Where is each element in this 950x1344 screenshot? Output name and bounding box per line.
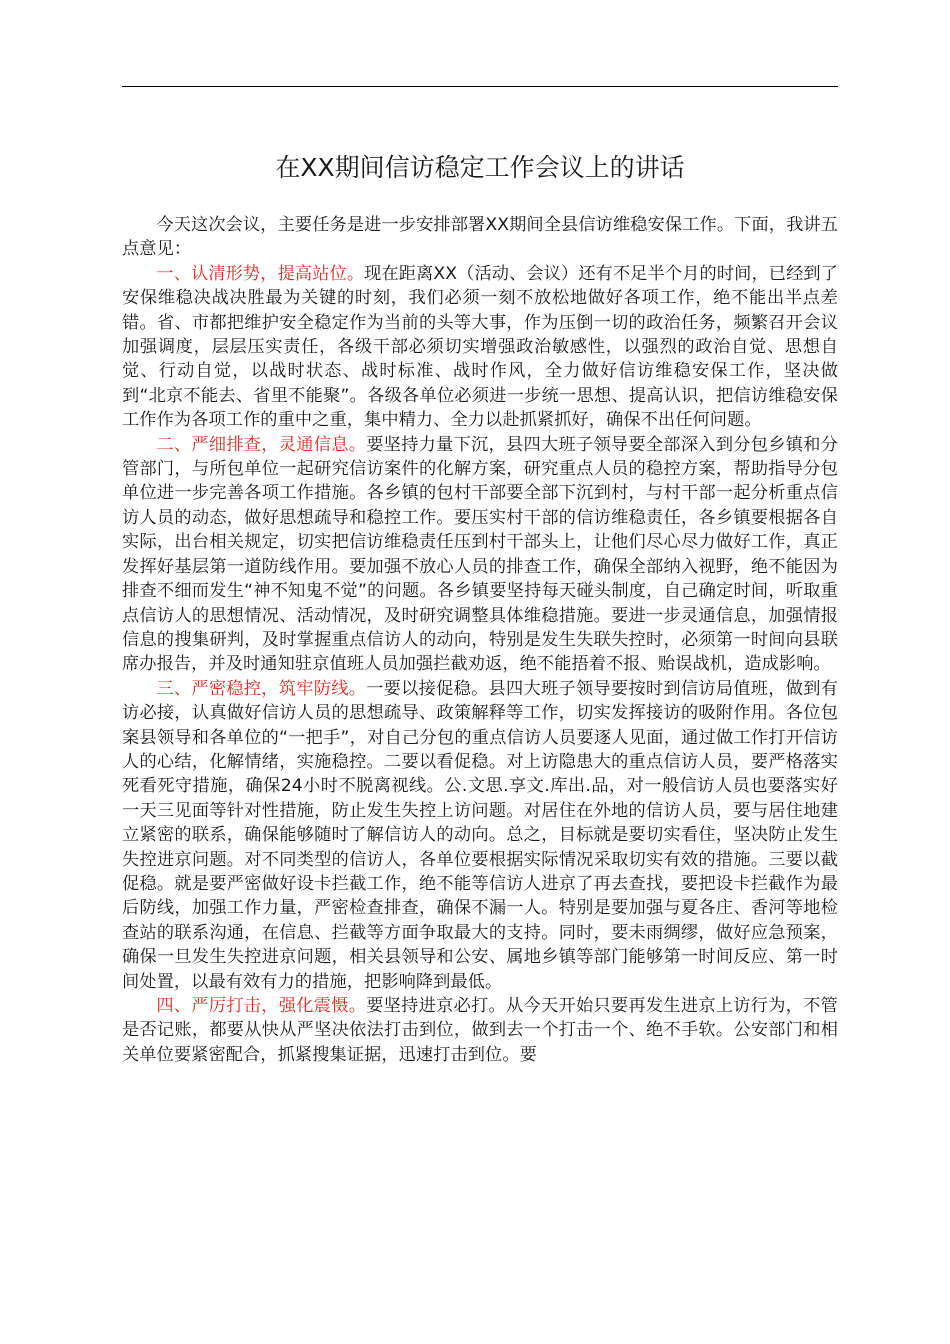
section-body: 一要以接促稳。县四大班子领导要按时到信访局值班，做到有访必接，认真做好信访人员的思想疏导、政策解释等工作，切实发挥接访的吸附作用。各位包案县领导和各单位的“一把手”，对自己分包的重点信访人员要逐人见面，通过做工作打开信访人的心结，化解情绪，实施稳控。二要以看促稳。对上访隐患大的重点信访人员，要严格落实死看死守措施，确保24小时不脱离视线。公.文思.享文.库出.品，对一般信访人员也要落实好一天三见面等针对性措施，防止发生失控上访问题。对居住在外地的信访人员，要与居住地建立紧密的联系，确保能够随时了解信访人的动向。总之，目标就是要切实看住，坚决防止发生失控进京问题。对不同类型的信访人，各单位要根据实际情况采取切实有效的措施。三要以截促稳。就是要严密做好设卡拦截工作，绝不能等信访人进京了再去查找，要把设卡拦截作为最后防线，加强工作力量，严密检查排查，确保不漏一人。特别是要加强与夏各庄、香河等地检查站的联系沟通，在信息、拦截等方面争取最大的支持。同时，要未雨绸缪，做好应急预案，确保一旦发生失控进京问题，相关县领导和公安、属地乡镇等部门能够第一时间反应、第一时间处置，以最有效有力的措施，把影响降到最低。 — [122, 678, 839, 992]
header-rule — [122, 86, 838, 87]
section-body: 要坚持力量下沉，县四大班子领导要全部深入到分包乡镇和分管部门，与所包单位一起研究信访案件的化解方案，研究重点人员的稳控方案，帮助指导分包单位进一步完善各项工作措施。各乡镇的包村干部要全部下沉到村，与村干部一起分析重点信访人员的动态，做好思想疏导和稳控工作。要压实村干部的信访维稳责任，各乡镇要根据各自实际，出台相关规定，切实把信访维稳责任压到村干部头上，让他们尽心尽力做好工作，真正发挥好基层第一道防线作用。要加强不放心人员的排查工作，确保全部纳入视野，绝不能因为排查不细而发生“神不知鬼不觉”的问题。各乡镇要坚持每天碰头制度，自己确定时间，听取重点信访人的思想情况、活动情况，及时研究调整具体维稳措施。要进一步灵通信息，加强情报信息的搜集研判，及时掌握重点信访人的动向，特别是发生失联失控时，必须第一时间向县联席办报告，并及时通知驻京值班人员加强拦截劝返，绝不能捂着不报、贻误战机，造成影响。 — [122, 434, 839, 675]
section-heading: 二、严细排查，灵通信息。 — [156, 434, 367, 455]
section-paragraph — [122, 433, 838, 677]
section-paragraph — [122, 262, 838, 433]
section-paragraph — [122, 994, 838, 1067]
document-body — [122, 213, 838, 1067]
section-body: 现在距离XX（活动、会议）还有不足半个月的时间，已经到了安保维稳决战决胜最为关键的时刻，我们必须一刻不放松地做好各项工作，绝不能出半点差错。省、市都把维护安全稳定作为当前的头等大事，作为压倒一切的政治任务，频繁召开会议加强调度，层层压实责任，各级干部必须切实增强政治敏感性，以强烈的政治自觉、思想自觉、行动自觉，以战时状态、战时标准、战时作风，全力做好信访维稳安保工作，坚决做到“北京不能去、省里不能聚”。各级各单位必须进一步统一思想、提高认识，把信访维稳安保工作作为各项工作的重中之重，集中精力、全力以赴抓紧抓好，确保不出任何问题。 — [122, 263, 838, 431]
section-paragraph — [122, 677, 838, 994]
intro-paragraph: 今天这次会议，主要任务是进一步安排部署XX期间全县信访维稳安保工作。下面，我讲五点意见： — [122, 215, 838, 260]
section-heading: 三、严密稳控，筑牢防线。 — [156, 678, 367, 699]
section-heading: 一、认清形势，提高站位。 — [156, 263, 365, 284]
section-heading: 四、严厉打击，强化震慑。 — [156, 996, 367, 1016]
section-body: 要坚持进京必打。从今天开始只要再发生进京上访行为，不管是否记账，都要从快从严坚决依法打击到位，做到去一个打击一个、绝不手软。公安部门和相关单位要紧密配合，抓紧搜集证据，迅速打击到位。要 — [122, 996, 839, 1065]
document-title: 在XX期间信访稳定工作会议上的讲话 — [275, 153, 685, 182]
